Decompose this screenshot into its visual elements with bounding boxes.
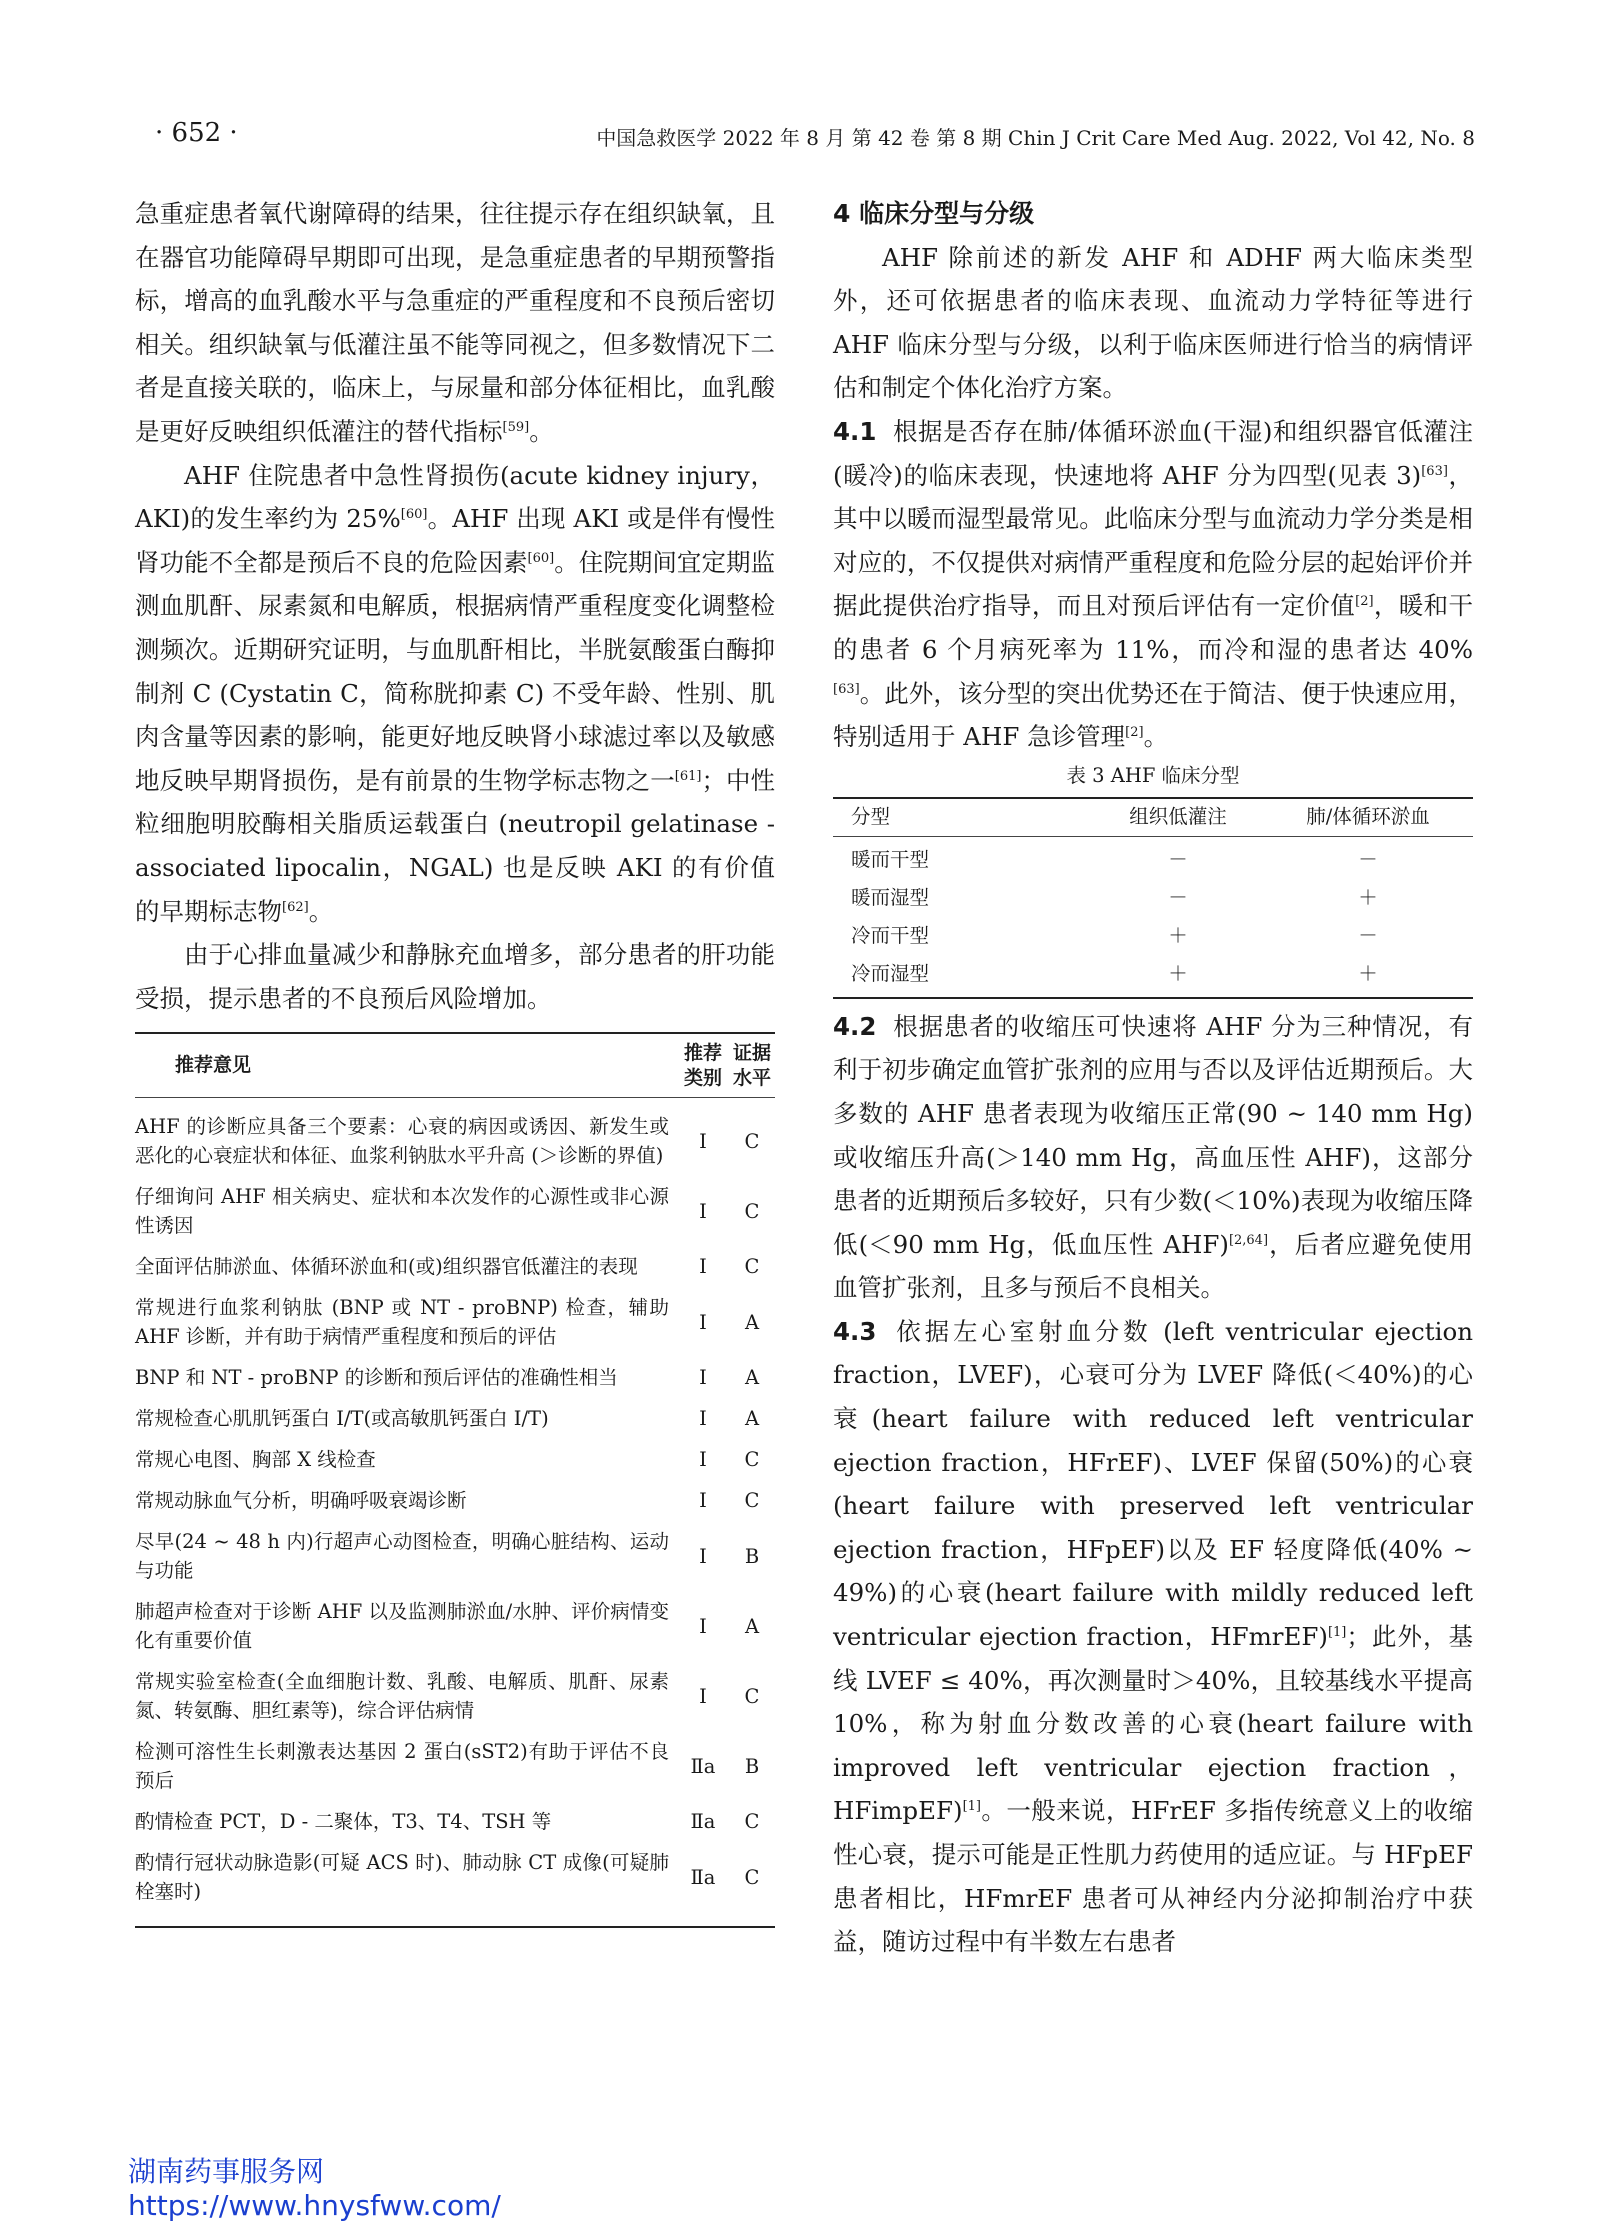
evidence-level: A [744, 1310, 760, 1334]
table-row: 暖而干型 － － [851, 847, 1378, 871]
table-row [135, 1737, 775, 1795]
table-row: 冷而湿型 ＋ ＋ [851, 961, 1378, 985]
evidence-level: B [744, 1544, 760, 1568]
recommendation-table [135, 1032, 775, 1928]
evidence-level: C [744, 1865, 760, 1889]
site-watermark [128, 2155, 501, 2223]
table-3-header-hypoperfusion: 组织低灌注 [1129, 805, 1227, 829]
recommendation-text: AHF 的诊断应具备三个要素：心衰的病因或诱因、新发生或恶化的心衰症状和体征、血浆利钠肽水平升高 (＞诊断的界值) [135, 1115, 669, 1168]
paragraph-4-2: 4.2 根据患者的收缩压可快速将 AHF 分为三种情况，有利于初步确定血管扩张剂的应用与否以及评估近期预后。大多数的 AHF 患者表现为收缩压正常(90 ~ 140 mm Hg)或收缩压升高(＞140 mm Hg，高血压性 AHF)，这部分患者的近期预后多较好，只有少数(＜10%)表现为收缩压降低(＜90 mm Hg，低血压性 AHF)[2,64]，后者应避免使用血管扩张剂，且多与预后不良相关。 [833, 1011, 1473, 1303]
table-3-header-congestion: 肺/体循环淤血 [1306, 805, 1430, 829]
recommendation-table-header [135, 1034, 775, 1098]
recommendation-table-body [135, 1098, 775, 1926]
paragraph-4-3: 4.3 依据左心室射血分数 (left ventricular ejection fraction，LVEF)，心衰可分为 LVEF 降低(＜40%)的心衰(heart failure with reduced left ventricular ejection fraction，HFrEF)、LVEF 保留(50%)的心衰(heart failure with preserved left ventricular ejection fraction，HFpEF)以及 EF 轻度降低(40% ~ 49%)的心衰(heart failure with mildly reduced left ventricular ejection fraction，HFmrEF)[1]；此外，基线 LVEF ≤ 40%，再次测量时＞40%，且较基线水平提高 10%，称为射血分数改善的心衰(heart failure with improved left ventricular ejection fraction，HFimpEF)[1]。一般来说，HFrEF 多指传统意义上的收缩性心衰，提示可能是正性肌力药使用的适应证。与 HFpEF 患者相比，HFmrEF 患者可从神经内分泌抑制治疗中获益，随访过程中有半数左右患者 [833, 1316, 1474, 1957]
recommendation-class: Ⅰ [699, 1614, 707, 1638]
table-row [135, 1486, 775, 1515]
evidence-level: C [744, 1255, 760, 1279]
table-3-body [833, 837, 1473, 997]
evidence-level: C [744, 1810, 760, 1834]
table-3-header-type: 分型 [851, 805, 891, 829]
evidence-level: A [744, 1614, 760, 1638]
header-level: 证据 水平 [732, 1041, 771, 1089]
header-class: 推荐 类别 [683, 1041, 722, 1089]
recommendation-class: Ⅰ [699, 1366, 707, 1390]
table-row [135, 1404, 775, 1433]
evidence-level: C [744, 1489, 760, 1513]
recommendation-class: Ⅰ [699, 1310, 707, 1334]
recommendation-text: 酌情行冠状动脉造影(可疑 ACS 时)、肺动脉 CT 成像(可疑肺栓塞时) [135, 1851, 669, 1904]
paragraph-4-1: 4.1 根据是否存在肺/体循环淤血(干湿)和组织器官低灌注(暖冷)的临床表现，快速地将 AHF 分为四型(见表 3)[63]，其中以暖而湿型最常见。此临床分型与血流动力学分类是相对应的，不仅提供对病情严重程度和危险分层的起始评价并据此提供治疗指导，而且对预后评估有一定价值[2]，暖和干的患者 6 个月病死率为 11%，而冷和湿的患者达 40%[63]。此外，该分型的突出优势还在于简洁、便于快速应用，特别适用于 AHF 急诊管理[2]。 [833, 416, 1474, 752]
recommendation-text: 常规实验室检查(全血细胞计数、乳酸、电解质、肌酐、尿素氮、转氨酶、胆红素等)，综合评估病情 [135, 1670, 669, 1723]
recommendation-class: Ⅰ [699, 1199, 707, 1223]
evidence-level: C [744, 1199, 760, 1223]
table-row [135, 1363, 775, 1392]
recommendation-class: Ⅰ [699, 1255, 707, 1279]
journal-citation: 中国急救医学 2022 年 8 月 第 42 卷 第 8 期 Chin J Crit Care Med Aug. 2022, Vol 42, No. 8 [596, 126, 1475, 150]
table-row [135, 1293, 775, 1351]
watermark-url[interactable]: https://www.hnysfww.com/ [128, 2189, 501, 2222]
recommendation-class: Ⅱa [690, 1810, 716, 1834]
table-row [135, 1597, 775, 1655]
recommendation-text: 检测可溶性生长刺激表达基因 2 蛋白(sST2)有助于评估不良预后 [135, 1740, 669, 1793]
left-column [135, 192, 775, 1928]
recommendation-class: Ⅰ [699, 1129, 707, 1153]
recommendation-class: Ⅰ [699, 1448, 707, 1472]
recommendation-class: Ⅰ [699, 1684, 707, 1708]
paragraph-lactate: 急重症患者氧代谢障碍的结果，往往提示存在组织缺氧，且在器官功能障碍早期即可出现，是急重症患者的早期预警指标，增高的血乳酸水平与急重症的严重程度和不良预后密切相关。组织缺氧与低灌注虽不能等同视之，但多数情况下二者是直接关联的，临床上，与尿量和部分体征相比，血乳酸是更好反映组织低灌注的替代指标[59]。 [135, 199, 775, 446]
table-row [135, 1667, 775, 1725]
table-row [135, 1445, 775, 1474]
recommendation-text: 常规动脉血气分析，明确呼吸衰竭诊断 [135, 1489, 467, 1513]
recommendation-text: 肺超声检查对于诊断 AHF 以及监测肺淤血/水肿、评价病情变化有重要价值 [135, 1600, 669, 1653]
evidence-level: B [744, 1754, 760, 1778]
recommendation-text: 仔细询问 AHF 相关病史、症状和本次发作的心源性或非心源性诱因 [135, 1185, 669, 1238]
recommendation-class: Ⅰ [699, 1489, 707, 1513]
evidence-level: C [744, 1129, 760, 1153]
paragraph-aki: AHF 住院患者中急性肾损伤(acute kidney injury，AKI)的发生率约为 25%[60]。AHF 出现 AKI 或是伴有慢性肾功能不全都是预后不良的危险因素[60]。住院期间宜定期监测血肌酐、尿素氮和电解质，根据病情严重程度变化调整检测频次。近期研究证明，与血肌酐相比，半胱氨酸蛋白酶抑制剂 C (Cystatin C，简称胱抑素 C) 不受年龄、性别、肌肉含量等因素的影响，能更好地反映肾小球滤过率以及敏感地反映早期肾损伤，是有前景的生物学标志物之一[61]；中性粒细胞明胶酶相关脂质运载蛋白 (neutropil gelatinase - associated lipocalin，NGAL) 也是反映 AKI 的有价值的早期标志物[62]。 [135, 460, 776, 926]
header-recommendation: 推荐意见 [175, 1054, 252, 1077]
page-number: · 652 · [155, 118, 238, 148]
table-row [135, 1848, 775, 1906]
table-3-caption: 表 3 AHF 临床分型 [1066, 763, 1240, 787]
recommendation-text: 常规进行血浆利钠肽 (BNP 或 NT - proBNP) 检查，辅助 AHF 诊断，并有助于病情严重程度和预后的评估 [135, 1296, 669, 1349]
recommendation-class: Ⅱa [690, 1865, 716, 1889]
watermark-site-name: 湖南药事服务网 [128, 2155, 325, 2188]
recommendation-text: BNP 和 NT - proBNP 的诊断和预后评估的准确性相当 [135, 1366, 618, 1390]
table-3 [833, 797, 1473, 999]
table-row [135, 1182, 775, 1240]
recommendation-class: Ⅰ [699, 1407, 707, 1431]
recommendation-class: Ⅰ [699, 1544, 707, 1568]
paragraph-section-4: AHF 除前述的新发 AHF 和 ADHF 两大临床类型外，还可依据患者的临床表现、血流动力学特征等进行 AHF 临床分型与分级，以利于临床医师进行恰当的病情评估和制定个体化治疗方案。 [833, 242, 1473, 403]
table-row [135, 1527, 775, 1585]
table-row: 冷而干型 ＋ － [851, 923, 1378, 947]
evidence-level: C [744, 1684, 760, 1708]
table-row: 暖而湿型 － ＋ [851, 885, 1378, 909]
right-column [833, 192, 1473, 1964]
table-row [135, 1252, 775, 1281]
recommendation-class: Ⅱa [690, 1754, 716, 1778]
table-3-header [833, 799, 1473, 837]
recommendation-text: 常规心电图、胸部 X 线检查 [135, 1448, 376, 1472]
evidence-level: C [744, 1448, 760, 1472]
recommendation-text: 常规检查心肌肌钙蛋白 I/T(或高敏肌钙蛋白 I/T) [135, 1407, 549, 1431]
evidence-level: A [744, 1407, 760, 1431]
section-4-heading: 4 临床分型与分级 [833, 199, 1035, 228]
evidence-level: A [744, 1366, 760, 1390]
recommendation-text: 尽早(24 ~ 48 h 内)行超声心动图检查，明确心脏结构、运动与功能 [135, 1530, 669, 1583]
table-row [135, 1807, 775, 1836]
recommendation-text: 全面评估肺淤血、体循环淤血和(或)组织器官低灌注的表现 [135, 1255, 638, 1279]
page-header [155, 118, 1475, 158]
table-row [135, 1112, 775, 1170]
paragraph-liver: 由于心排血量减少和静脉充血增多，部分患者的肝功能受损，提示患者的不良预后风险增加。 [135, 940, 775, 1013]
recommendation-text: 酌情检查 PCT，D - 二聚体，T3、T4、TSH 等 [135, 1810, 552, 1834]
